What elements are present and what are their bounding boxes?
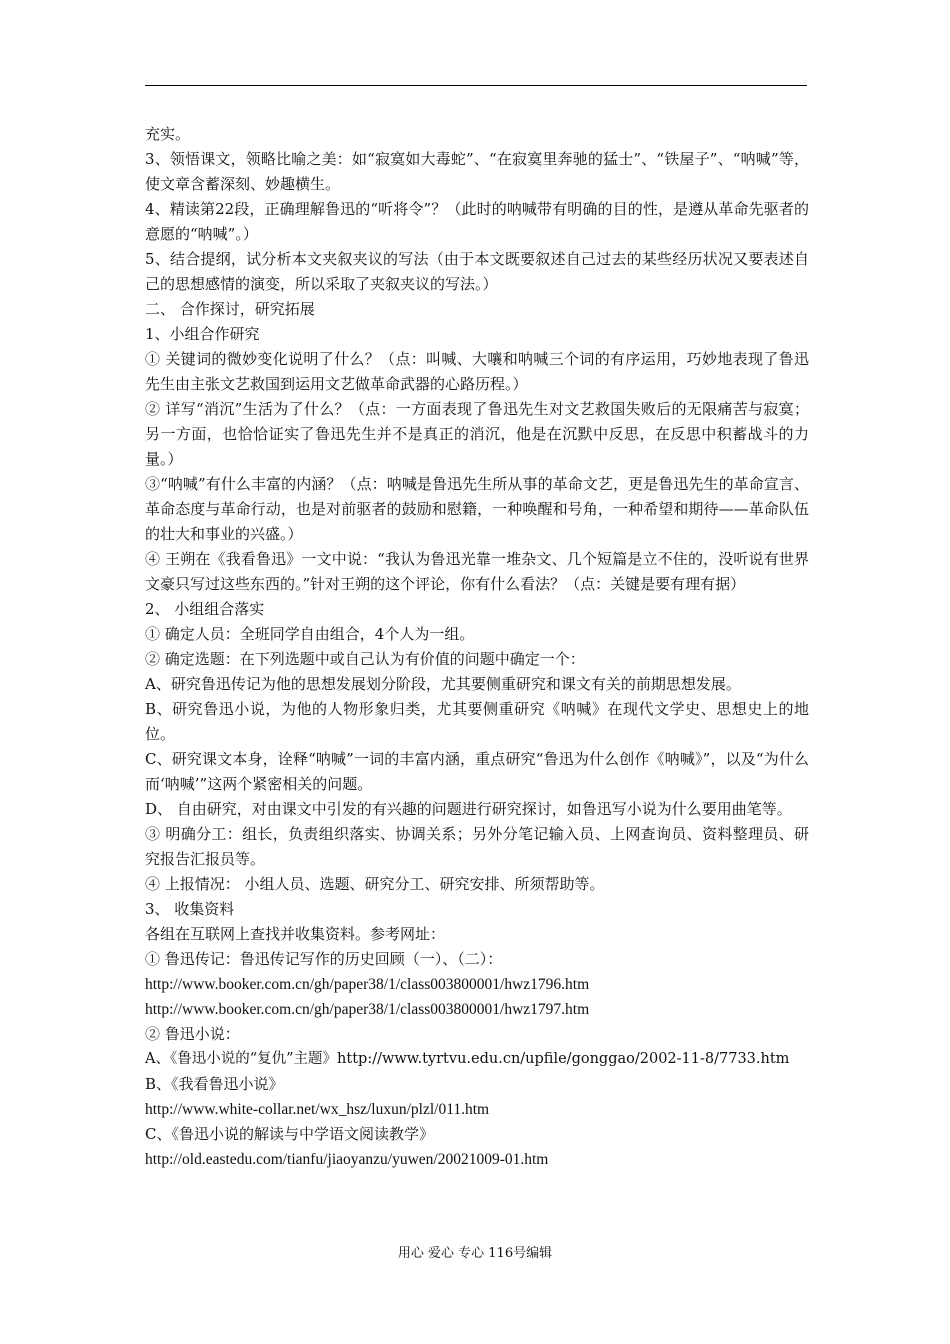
paragraph: D、 自由研究，对由课文中引发的有兴趣的问题进行研究探讨，如鲁迅写小说为什么要用曲笔等。 — [145, 800, 792, 818]
paragraph: 3、领悟课文，领略比喻之美：如“寂寞如大毒蛇”、“在寂寞里奔驰的猛士”、“铁屋子”、“呐喊”等，使文章含蓄深刻、妙趣横生。 — [145, 150, 809, 193]
paragraph: ① 关键词的微妙变化说明了什么？（点：叫喊、大嚷和呐喊三个词的有序运用，巧妙地表现了鲁迅先生由主张文艺救国到运用文艺做革命武器的心路历程。） — [145, 350, 809, 393]
paragraph: ② 确定选题：在下列选题中或自己认为有价值的问题中确定一个： — [145, 650, 585, 668]
reference-item: A、《鲁迅小说的“复仇”主题》http://www.tyrtvu.edu.cn/upfile/gonggao/2002-11-8/7733.htm — [145, 1051, 790, 1067]
reference-url: http://old.eastedu.com/tianfu/jiaoyanzu/yuwen/20021009-01.htm — [145, 1151, 549, 1168]
paragraph: 充实。 — [145, 125, 191, 143]
page-footer: 用心 爱心 专心 116号编辑 — [397, 1246, 553, 1261]
paragraph: ① 鲁迅传记：鲁迅传记写作的历史回顾（一）、（二）： — [145, 950, 503, 968]
paragraph: 5、结合提纲，试分析本文夹叙夹议的写法（由于本文既要叙述自己过去的某些经历状况又要表述自己的思想感情的演变，所以采取了夹叙夹议的写法。） — [145, 250, 809, 293]
paragraph: ③“呐喊”有什么丰富的内涵？（点：呐喊是鲁迅先生所从事的革命文艺，更是鲁迅先生的革命宣言、革命态度与革命行动，也是对前驱者的鼓励和慰籍，一种唤醒和号角，一种希望和期待——革命队伍的壮大和事业的兴盛。） — [145, 475, 809, 543]
reference-url: http://www.booker.com.cn/gh/paper38/1/class003800001/hwz1796.htm — [145, 976, 590, 993]
paragraph: ② 详写“消沉”生活为了什么？（点：一方面表现了鲁迅先生对文艺救国失败后的无限痛苦与寂寞；另一方面，也恰恰证实了鲁迅先生并不是真正的消沉，他是在沉默中反思，在反思中积蓄战斗的力量。） — [145, 400, 809, 468]
paragraph: ③ 明确分工：组长，负责组织落实、协调关系；另外分笔记输入员、上网查询员、资料整理员、研究报告汇报员等。 — [145, 825, 809, 868]
paragraph: ② 鲁迅小说： — [145, 1025, 240, 1043]
section-heading: 二、 合作探讨，研究拓展 — [145, 300, 315, 318]
document-body — [145, 122, 809, 1172]
paragraph: B、《我看鲁迅小说》 — [145, 1075, 284, 1093]
subsection-heading: 2、 小组组合落实 — [145, 600, 265, 618]
paragraph: 各组在互联网上查找并收集资料。参考网址： — [145, 925, 446, 943]
paragraph: ④ 上报情况： 小组人员、选题、研究分工、研究安排、所须帮助等。 — [145, 875, 605, 893]
paragraph: C、《鲁迅小说的解读与中学语文阅读教学》 — [145, 1125, 434, 1143]
paragraph: ① 确定人员：全班同学自由组合，4个人为一组。 — [145, 625, 475, 643]
paragraph: ④ 王朔在《我看鲁迅》一文中说：“我认为鲁迅光靠一堆杂文、几个短篇是立不住的，没听说有世界文豪只写过这些东西的。”针对王朔的这个评论，你有什么看法？（点：关键是要有理有据） — [145, 550, 809, 593]
paragraph: 4、精读第22段，正确理解鲁迅的“听将令”？（此时的呐喊带有明确的目的性，是遵从革命先驱者的意愿的“呐喊”。） — [145, 200, 809, 243]
subsection-heading: 1、小组合作研究 — [145, 325, 260, 343]
reference-url: http://www.booker.com.cn/gh/paper38/1/class003800001/hwz1797.htm — [145, 1001, 590, 1018]
header-rule — [145, 85, 807, 86]
subsection-heading: 3、 收集资料 — [145, 900, 235, 918]
reference-url: http://www.white-collar.net/wx_hsz/luxun/plzl/011.htm — [145, 1101, 490, 1118]
paragraph: A、研究鲁迅传记为他的思想发展划分阶段，尤其要侧重研究和课文有关的前期思想发展。 — [145, 675, 741, 693]
paragraph: B、研究鲁迅小说，为他的人物形象归类，尤其要侧重研究《呐喊》在现代文学史、思想史上的地位。 — [145, 700, 809, 743]
paragraph: C、研究课文本身，诠释“呐喊”一词的丰富内涵，重点研究“鲁迅为什么创作《呐喊》”，以及“为什么而‘呐喊’”这两个紧密相关的问题。 — [145, 750, 809, 793]
